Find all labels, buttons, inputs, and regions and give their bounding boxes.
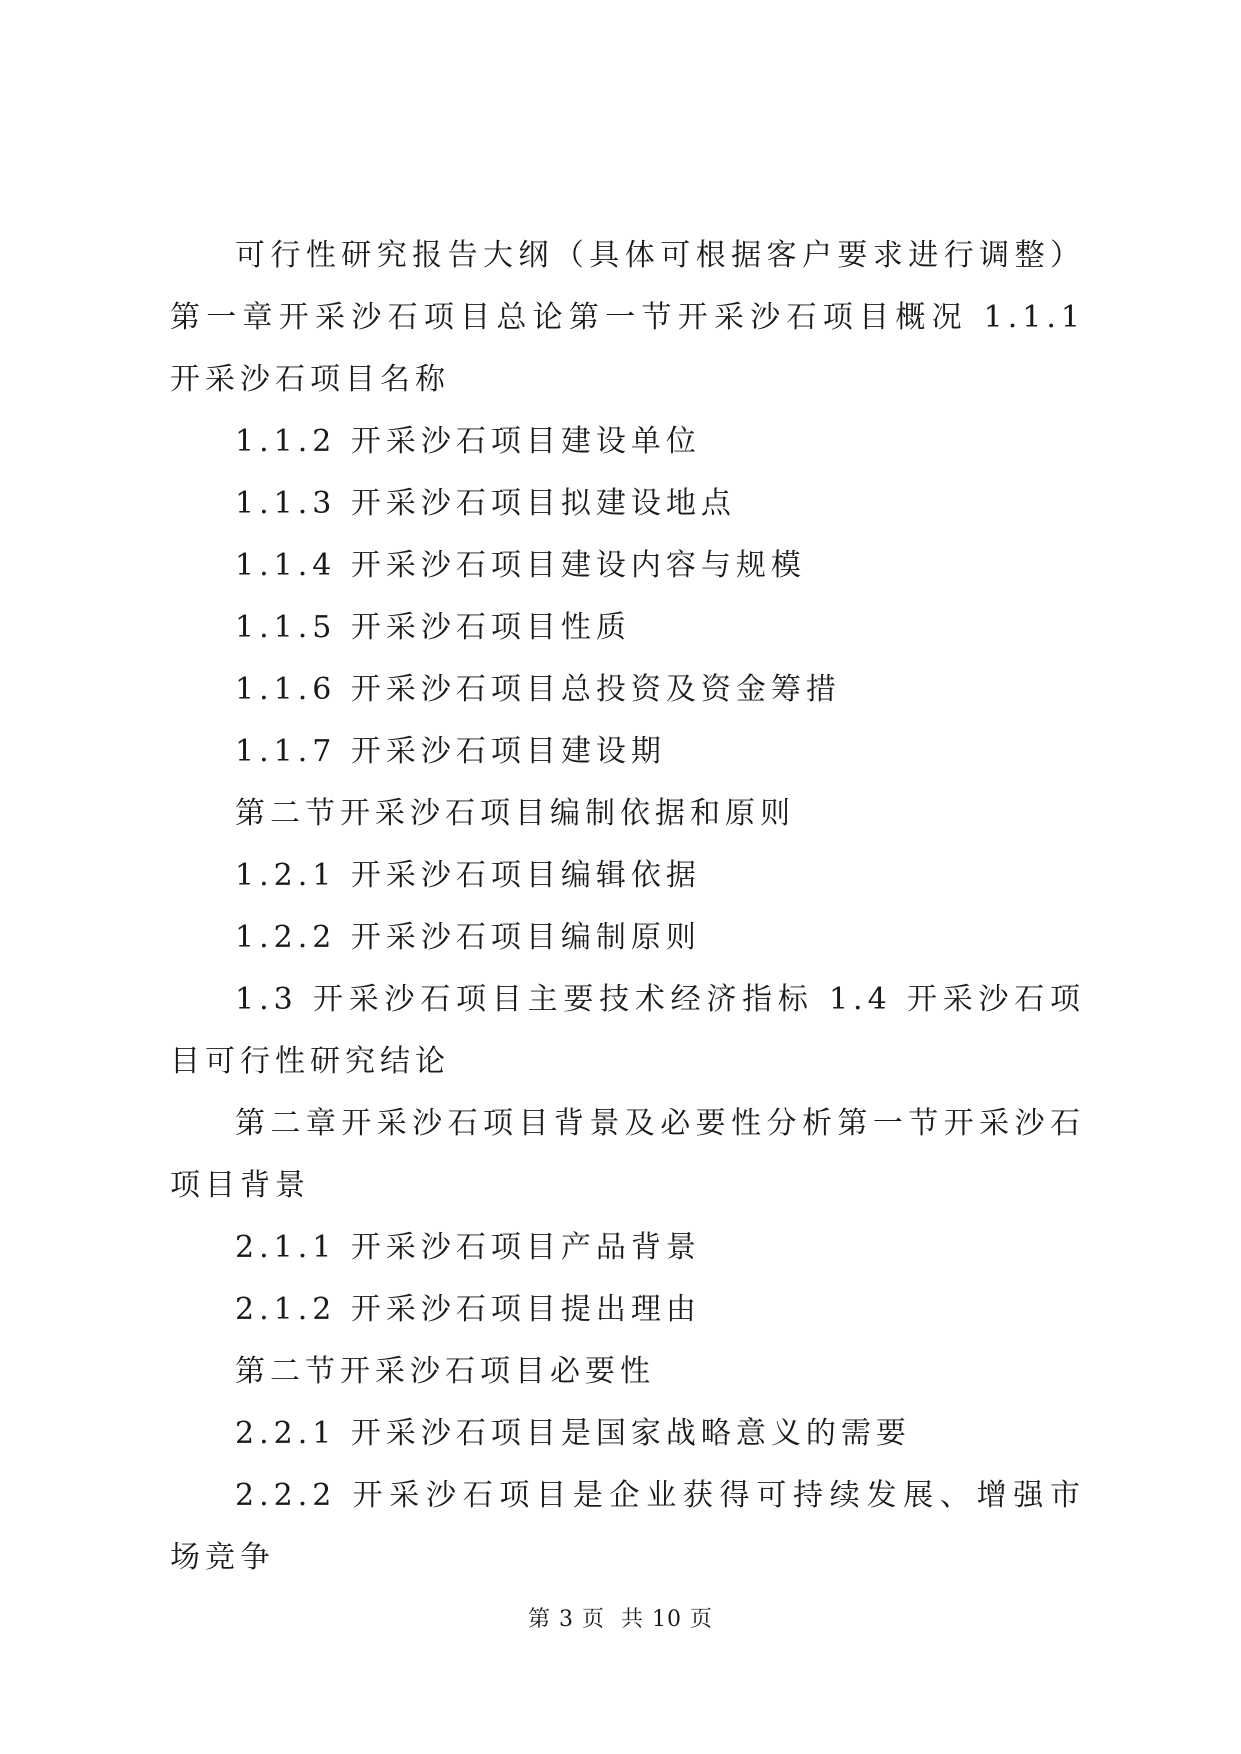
paragraph: 1.2.1 开采沙石项目编辑依据: [235, 858, 701, 893]
paragraph: 1.1.2 开采沙石项目建设单位: [235, 424, 701, 459]
paragraph: 可行性研究报告大纲（具体可根据客户要求进行调整）第一章开采沙石项目总论第一节开采沙石项目概况 1.1.1 开采沙石项目名称: [170, 238, 1085, 397]
paragraph: 2.1.2 开采沙石项目提出理由: [235, 1292, 701, 1327]
section-heading: 第二节开采沙石项目必要性: [235, 1354, 655, 1389]
page-total: 共 10 页: [621, 1607, 713, 1632]
paragraph: 1.1.7 开采沙石项目建设期: [235, 734, 666, 769]
paragraph: 1.1.3 开采沙石项目拟建设地点: [235, 486, 736, 521]
page-footer: [0, 1602, 1241, 1633]
section-heading: 第二节开采沙石项目编制依据和原则: [235, 796, 795, 831]
paragraph: 1.1.4 开采沙石项目建设内容与规模: [235, 548, 806, 583]
chapter-heading: 第二章开采沙石项目背景及必要性分析第一节开采沙石项目背景: [170, 1106, 1085, 1203]
paragraph: 1.2.2 开采沙石项目编制原则: [235, 920, 701, 955]
paragraph: 2.2.1 开采沙石项目是国家战略意义的需要: [235, 1416, 911, 1451]
page-number: 第 3 页: [528, 1607, 605, 1632]
paragraph: 1.1.6 开采沙石项目总投资及资金筹措: [235, 672, 841, 707]
document-body: [170, 225, 1085, 1589]
paragraph: 2.1.1 开采沙石项目产品背景: [235, 1230, 701, 1265]
paragraph: 2.2.2 开采沙石项目是企业获得可持续发展、增强市场竞争: [170, 1478, 1085, 1575]
paragraph: 1.1.5 开采沙石项目性质: [235, 610, 631, 645]
paragraph: 1.3 开采沙石项目主要技术经济指标 1.4 开采沙石项目可行性研究结论: [170, 982, 1085, 1079]
